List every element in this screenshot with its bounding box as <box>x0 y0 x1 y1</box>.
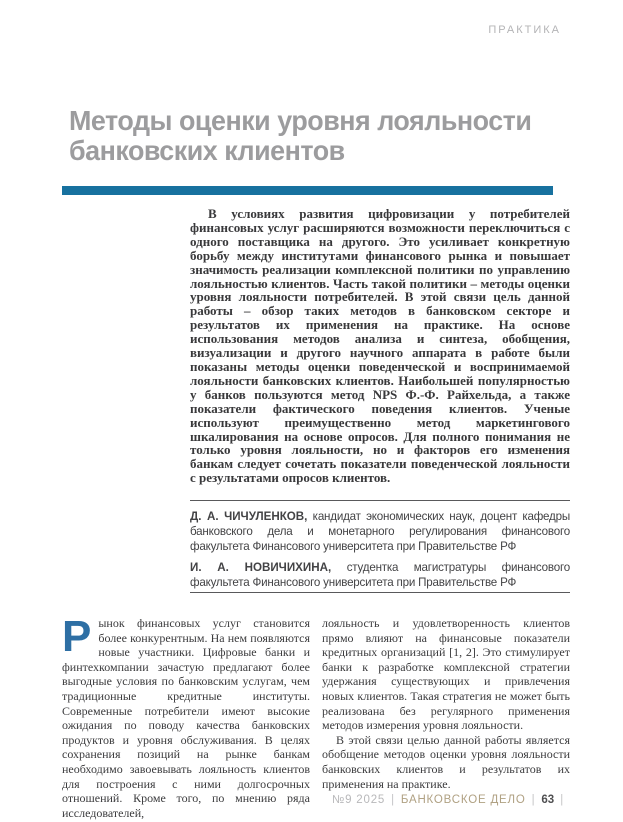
footer-separator: | <box>531 794 536 806</box>
footer-separator: | <box>391 794 395 806</box>
body-paragraph <box>62 612 310 820</box>
author-affiliation: кандидат экономических наук, доцент кафедры банковского дела и монетарного регулирования финансового факультета Финансового университета при Правительстве РФ <box>190 510 570 553</box>
article-title-line2: банковских клиентов <box>69 135 345 166</box>
divider-top <box>190 500 570 501</box>
body-text: ынок финансовых услуг становится более конкурентным. На нем появляются новые участники. Цифровые банки и финтехкомпании зачастую предлагают более выгодные условия по банковским услугам, чем традиционные кредитные институты. Современные потребители имеют высокие ожидания по поводу качества банковских продуктов и уровня обслуживания. В целях сохранения позиций на рынке банкам необходимо завоевывать лояльность клиентов для построения с ними долгосрочных отношений. Кроме того, по мнению ряда исследователей, <box>62 616 310 820</box>
article-title-line1: Методы оценки уровня лояльности <box>69 105 532 136</box>
author-name: И. А. НОВИЧИХИНА, <box>190 561 332 574</box>
authors-block <box>190 509 570 590</box>
rubric-label: ПРАКТИКА <box>488 24 561 36</box>
journal-name: БАНКОВСКОЕ ДЕЛО <box>400 794 526 806</box>
author-name: Д. А. ЧИЧУЛЕНКОВ, <box>190 510 308 523</box>
body-paragraph: В этой связи целью данной работы является обобщение методов оценки уровня лояльности банковских клиентов и результатов их применения на практике. <box>322 732 570 791</box>
accent-bar <box>62 186 553 195</box>
body-column-left <box>62 612 310 820</box>
author-entry <box>190 509 570 554</box>
divider-bottom <box>190 592 570 593</box>
page-footer <box>332 794 570 806</box>
body-paragraph: лояльность и удовлетворенность клиентов прямо влияют на финансовые показатели кредитных организаций [1, 2]. Это стимулирует банки к разработке комплексной стратегии удержания существующих и привлечения новых клиентов. Такая стратегия не может быть реализована без регулярного применения методов измерения уровня лояльности. <box>322 616 570 733</box>
issue-label: №9 2025 <box>331 794 386 806</box>
page-number: 63 <box>541 794 555 806</box>
article-title <box>69 106 549 166</box>
author-affiliation: студентка магистратуры финансового факультета Финансового университета при Правительстве РФ <box>190 561 570 589</box>
author-entry <box>190 560 570 590</box>
abstract-text: В условиях развития цифровизации у потребителей финансовых услуг расширяются возможности переключиться с одного поставщика на другого. Это усиливает конкретную борьбу между институтами финансового рынка и повышает значимость реализации комплексной политики по управлению лояльностью клиентов. Часть такой политики – методы оценки уровня лояльности потребителей. В этой связи цель данной работы – обзор таких методов в банковском секторе и результатов их применения на практике. На основе использования методов анализа и синтеза, обобщения, визуализации и другого научного аппарата в работе были показаны методы оценки поведенческой и воспринимаемой лояльности банковских клиентов. Наибольшей популярностью у банков пользуются метод NPS Ф.-Ф. Райхельда, а также показатели фактического поведения клиентов. Ученые используют преимущественно метод маркетингового шкалирования на основе опросов. Для полного понимания не только уровня лояльности, но и факторов его изменения банкам следует сочетать показатели поведенческой лояльности с результатами опросов клиентов. <box>190 206 570 486</box>
drop-cap: Р <box>62 612 92 661</box>
footer-separator: | <box>560 794 564 806</box>
body-column-right <box>322 616 570 791</box>
